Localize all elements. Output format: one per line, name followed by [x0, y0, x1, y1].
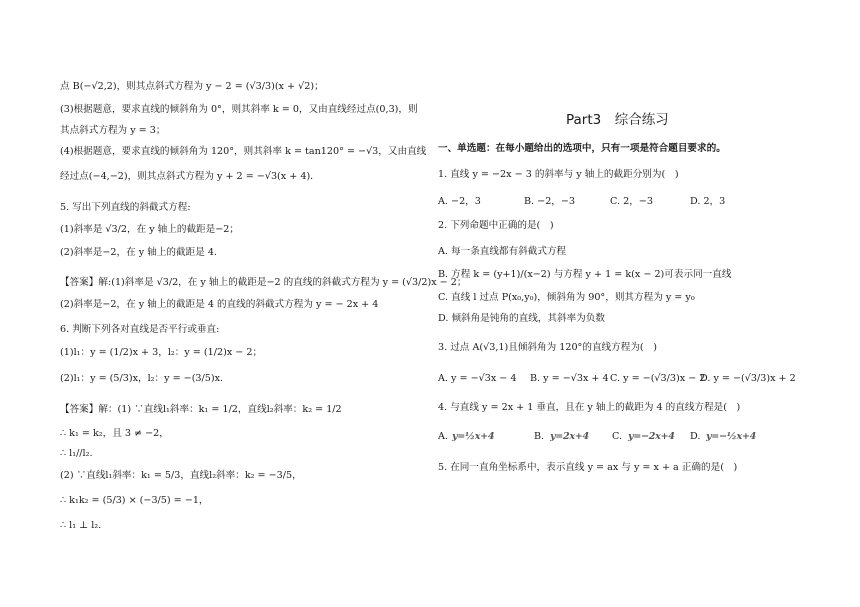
text-line: ∴ l₁//l₂. — [60, 448, 93, 459]
text-line: (3)根据题意，要求直线的倾斜角为 0°，则其斜率 k = 0，又由直线经过点(0,3)，则 — [60, 104, 418, 115]
question-heading: 5. 写出下列直线的斜截式方程: — [60, 202, 191, 213]
answer-line: 【答案】解：(1) ∵直线l₁斜率：k₁ = 1/2，直线l₂斜率：k₂ = 1/2 — [60, 404, 342, 415]
question-heading: 6. 判断下列各对直线是否平行或垂直: — [60, 324, 220, 335]
option-a: A. 每一条直线都有斜截式方程 — [438, 246, 567, 257]
text-line: (2)l₁：y = (5/3)x，l₂：y = −(3/5)x. — [60, 373, 224, 384]
text-line: (4)根据题意，要求直线的倾斜角为 120°，则其斜率 k = tan120° = −√3，又由直线 — [60, 146, 427, 157]
option-c-expr: y=−2x+4 — [628, 431, 675, 442]
section-heading: 一、单选题：在每小题给出的选项中，只有一项是符合题目要求的。 — [438, 143, 726, 154]
option-b-expr: y=2x+4 — [550, 431, 589, 442]
option-b: B. −2，−3 — [524, 196, 576, 207]
text-line: ∴ l₁ ⊥ l₂. — [60, 520, 102, 531]
question-2: 2. 下列命题中正确的是( ) — [438, 220, 554, 231]
text-line: ∴ k₁k₂ = (5/3) × (−3/5) = −1， — [60, 495, 209, 506]
question-3: 3. 过点 A(√3,1)且倾斜角为 120°的直线方程为( ) — [438, 342, 657, 353]
text-line: 其点斜式方程为 y = 3； — [60, 125, 166, 136]
option-d: D. 2，3 — [690, 196, 726, 207]
question-4: 4. 与直线 y = 2x + 1 垂直，且在 y 轴上的截距为 4 的直线方程是( ) — [438, 402, 741, 413]
page-title: Part3 综合练习 — [566, 112, 669, 128]
text-line: (1)斜率是 √3/2，在 y 轴上的截距是−2； — [60, 224, 239, 235]
answer-line: 【答案】解:(1)斜率是 √3/2，在 y 轴上的截距是−2 的直线的斜截式方程为 y = (√3/2)x − 2； — [60, 277, 467, 288]
option-d: D. 倾斜角是钝角的直线，其斜率为负数 — [438, 313, 605, 324]
option-a-label: A. — [438, 431, 448, 442]
question-5: 5. 在同一直角坐标系中，表示直线 y = ax 与 y = x + a 正确的是( ) — [438, 462, 738, 473]
option-b: B. 方程 k = (y+1)/(x−2) 与方程 y + 1 = k(x − 2)可表示同一直线 — [438, 269, 732, 280]
option-d: D. y = −(√3/3)x + 2 — [700, 373, 796, 384]
option-a-expr: y=½x+4 — [452, 431, 495, 442]
text-line: (1)l₁：y = (1/2)x + 3，l₂：y = (1/2)x − 2； — [60, 347, 263, 358]
question-1: 1. 直线 y = −2x − 3 的斜率与 y 轴上的截距分别为( ) — [438, 169, 679, 180]
text-line: 点 B(−√2,2)，则其点斜式方程为 y − 2 = (√3/3)(x + √2)； — [60, 81, 324, 92]
answer-line: (2)斜率是−2，在 y 轴上的截距是 4 的直线的斜截式方程为 y = − 2x + 4 — [60, 299, 379, 310]
option-b: B. y = −√3x + 4 — [530, 373, 609, 384]
option-c-label: C. — [612, 431, 623, 442]
option-c: C. y = −(√3/3)x − 2 — [610, 373, 706, 384]
option-d-expr: y=−½x+4 — [706, 431, 756, 442]
option-a: A. y = −√3x − 4 — [438, 373, 517, 384]
text-line: ∴ k₁ = k₂，且 3 ≠ −2， — [60, 428, 169, 439]
option-a: A. −2，3 — [438, 196, 481, 207]
option-c: C. 2，−3 — [610, 196, 653, 207]
text-line: (2) ∵直线l₁斜率：k₁ = 5/3，直线l₂斜率：k₂ = −3/5， — [60, 470, 302, 481]
option-b-label: B. — [534, 431, 545, 442]
text-line: (2)斜率是−2，在 y 轴上的截距是 4. — [60, 247, 217, 258]
option-d-label: D. — [690, 431, 701, 442]
text-line: 经过点(−4,−2)，则其点斜式方程为 y + 2 = −√3(x + 4)． — [60, 171, 320, 182]
option-c: C. 直线 l 过点 P(x₀,y₀)，倾斜角为 90°，则其方程为 y = y₀ — [438, 292, 695, 303]
